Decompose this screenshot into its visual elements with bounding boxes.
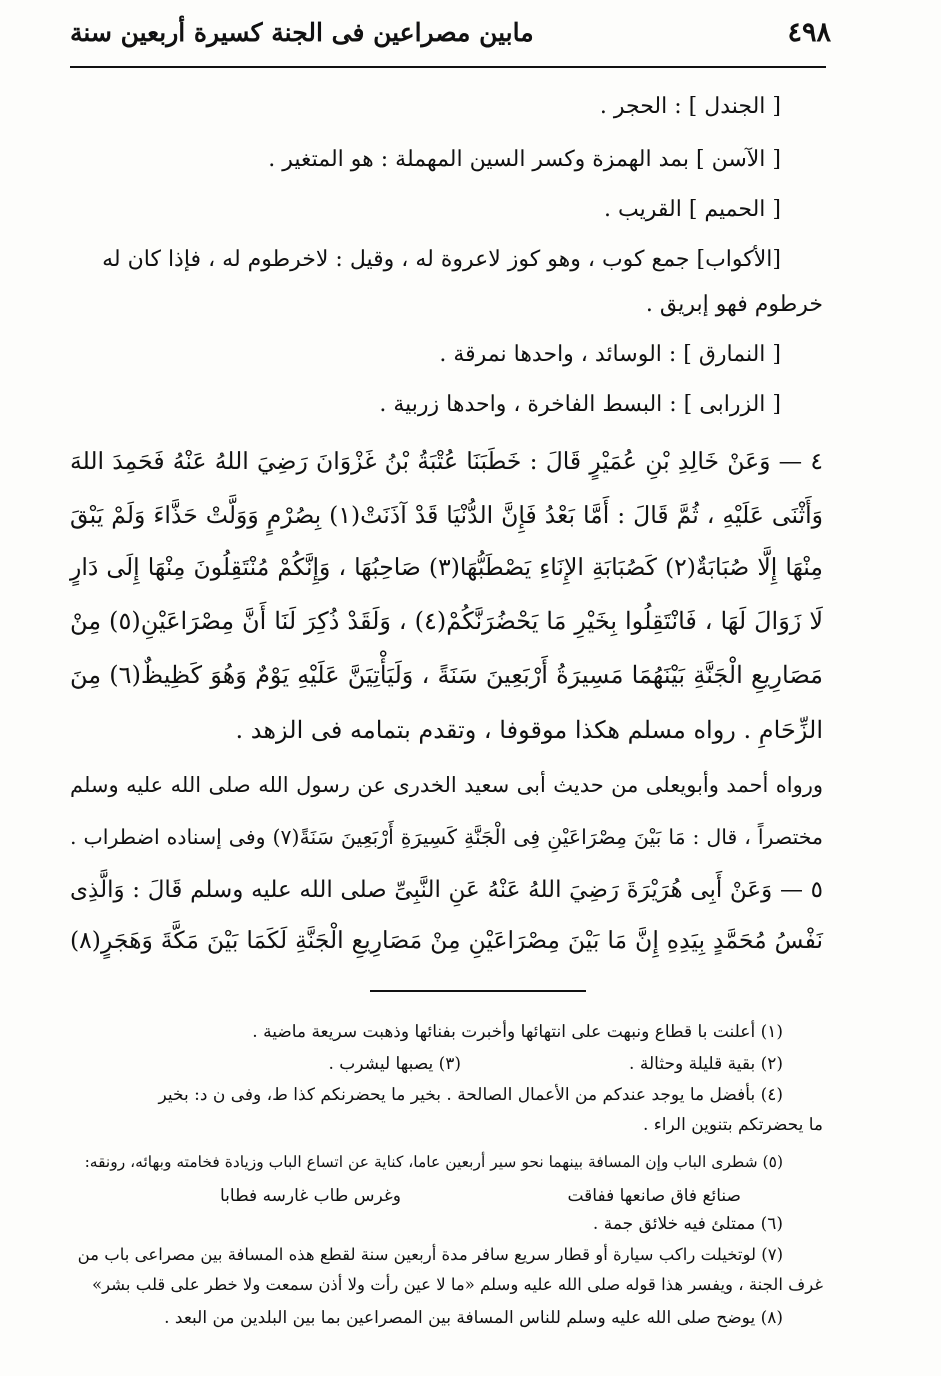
- hadith-4-line-5: مَصَارِيعِ الْجَنَّةِ بَيْنَهُمَا مَسِيرَةُ أَرْبَعِينَ سَنَةً ، وَلَيَأْتِيَنَّ عَلَيْهِ يَوْمٌ وَهُوَ كَظِيظٌ(٦) مِنَ: [70, 661, 823, 689]
- hadith-4-line-3: مِنْهَا إِلَّا صُبَابَةٌ(٢) كَصُبَابَةِ الإِنَاءِ يَصْطَبُّهَا(٣) صَاحِبُهَا ، وَإِنَّكُمْ مُنْتَقِلُونَ مِنْهَا إِلَى دَارٍ: [70, 553, 823, 581]
- running-title: مابين مصراعين فى الجنة كسيرة أربعين سنة: [70, 17, 534, 47]
- footnote-7: (٧) لوتخيلت راكب سيارة أو قطار سريع سافر مدة أربعين سنة لقطع هذه المسافة بين مصراعى باب من: [77, 1245, 783, 1264]
- gloss-zarabi: [ الزرابى ] : البسط الفاخرة ، واحدها زربية .: [379, 392, 781, 417]
- hadith-5-line-1: ٥ — وَعَنْ أَبِى هُرَيْرَةَ رَضِيَ اللهُ عَنْهُ عَنِ النَّبِىِّ صلى الله عليه وسلم قَالَ : وَالَّذِى: [70, 877, 823, 903]
- footnote-4: (٤) بأفضل ما يوجد عندكم من الأعمال الصالحة . بخير ما يحضرنكم كذا ط، وفى ن د: بخير: [158, 1085, 783, 1105]
- footnote-2: (٢) بقية قليلة وحثالة .: [629, 1054, 783, 1074]
- footnote-4-cont: ما يحضرتكم بتنوين الراء .: [642, 1115, 823, 1135]
- gloss-jandal: [ الجندل ] : الحجر .: [599, 94, 781, 119]
- hadith-4-line-1: ٤ — وَعَنْ خَالِدِ بْنِ عُمَيْرٍ قَالَ : خَطَبَنَا عُتْبَةُ بْنُ غَزْوَانَ رَضِيَ اللهُ عَنْهُ فَحَمِدَ اللهَ: [70, 447, 823, 475]
- hadith-4-line-6: الزِّحَامِ . رواه مسلم هكذا موقوفا ، وتقدم بتمامه فى الزهد .: [235, 716, 823, 744]
- page-number: ٤٩٨: [787, 16, 831, 48]
- gloss-hamim: [ الحميم ] القريب .: [604, 197, 781, 222]
- verse-hemistich-2: وغرس طاب غارسه فطابا: [220, 1186, 401, 1206]
- gloss-asin: [ الآسن ] بمد الهمزة وكسر السين المهملة : هو المتغير .: [268, 147, 781, 172]
- verse-hemistich-1: صنائع فاق صانعها ففاقت: [567, 1186, 741, 1206]
- page-header: [70, 12, 831, 52]
- footnote-5-verse: [220, 1184, 741, 1208]
- footnote-5: (٥) شطرى الباب وإن المسافة بينهما نحو سير أربعين عاما، كناية عن اتساع الباب وزيادة فخامته وبهائه، رونقه:: [84, 1153, 783, 1171]
- hadith-4-line-7: ورواه أحمد وأبويعلى من حديث أبى سعيد الخدرى عن رسول الله صلى الله عليه وسلم: [70, 773, 823, 797]
- hadith-4-line-4: لَا زَوَالَ لَهَا ، فَانْتَقِلُوا بِخَيْرِ مَا يَحْضُرَنَّكُمْ(٤) ، وَلَقَدْ ذُكِرَ لَنَا أَنَّ مِصْرَاعَيْنِ(٥) مِنْ: [70, 607, 824, 635]
- footnote-8: (٨) يوضح صلى الله عليه وسلم للناس المسافة بين المصراعين بما بين البلدين من البعد .: [164, 1308, 783, 1328]
- footnote-1: (١) أعلنت با قطاع ونبهت على انتهائها وأخبرت بفنائها وذهبت سريعة ماضية .: [252, 1022, 783, 1042]
- header-rule: [70, 66, 826, 68]
- footnote-6: (٦) ممتلئ فيه خلائق جمة .: [592, 1214, 783, 1234]
- gloss-namariq: [ النمارق ] : الوسائد ، واحدها نمرقة .: [439, 342, 781, 367]
- footnote-3: (٣) يصبها ليشرب .: [328, 1054, 461, 1074]
- gloss-akwab: [الأكواب] جمع كوب ، وهو كوز لاعروة له ، وقيل : لاخرطوم له ، فإذا كان له: [102, 247, 781, 272]
- footnote-7-cont: غرف الجنة ، ويفسر هذا قوله صلى الله عليه وسلم «ما لا عين رأت ولا أذن سمعت ولا خطر على قلب بشر»: [91, 1275, 823, 1294]
- hadith-5-line-2: نَفْسُ مُحَمَّدٍ بِيَدِهِ إِنَّ مَا بَيْنَ مِصْرَاعَيْنِ مِنْ مَصَارِيعِ الْجَنَّةِ لَكَمَا بَيْنَ مَكَّةَ وَهَجَرٍ(٨): [70, 926, 823, 954]
- gloss-akwab-cont: خرطوم فهو إبريق .: [645, 292, 823, 317]
- footnote-rule: [370, 990, 586, 992]
- hadith-4-line-8: مختصراً ، قال : مَا بَيْنَ مِصْرَاعَيْنِ فِى الْجَنَّةِ كَسِيرَةِ أَرْبَعِينَ سَنَةً(٧) وفى إسناده اضطراب .: [70, 825, 824, 849]
- hadith-4-line-2: وَأَثْنَى عَلَيْهِ ، ثُمَّ قَالَ : أَمَّا بَعْدُ فَإِنَّ الدُّنْيَا قَدْ آذَنَتْ(١) بِصُرْمٍ وَوَلَّتْ حَذَّاءَ وَلَمْ يَبْقَ: [70, 501, 823, 529]
